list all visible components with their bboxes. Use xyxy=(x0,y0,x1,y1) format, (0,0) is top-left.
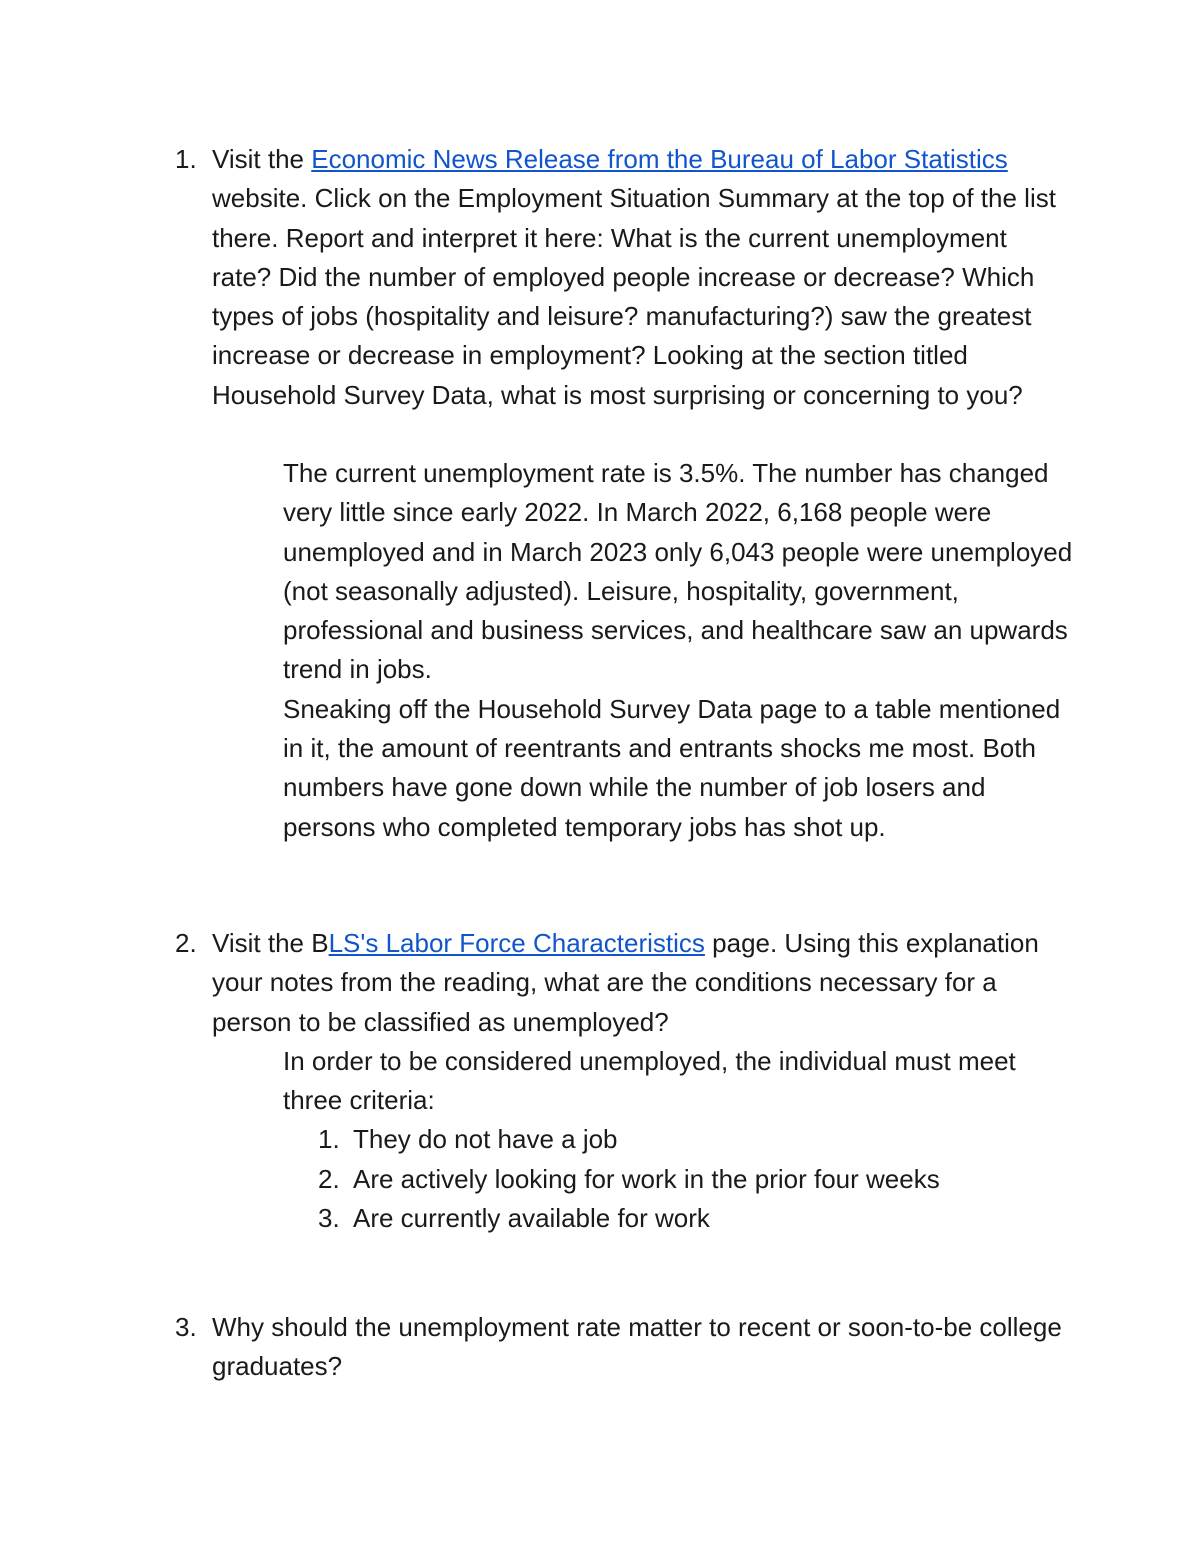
question-text: Why should the unemployment rate matter to recent or soon-to-be college graduates? xyxy=(212,1312,1062,1382)
labor-force-characteristics-link[interactable]: LS's Labor Force Characteristics xyxy=(328,928,705,958)
question-text: website. Click on the Employment Situation Summary at the top of the list there. Report and interpret it here: What is the current unemployment rate? Did the number of employed people increase or decrease? Which types of jobs (hospitality and leisure? manufacturing?) saw the greatest increase or decrease in employment? Looking at the section titled Household Survey Data, what is most surprising or concerning to you? xyxy=(212,183,1056,410)
criteria-number: 2. xyxy=(318,1164,340,1194)
question-number: 1. xyxy=(175,144,197,174)
criteria-item xyxy=(318,1120,1073,1159)
criteria-item xyxy=(318,1160,1073,1199)
criteria-number: 1. xyxy=(318,1124,340,1154)
criteria-item xyxy=(318,1199,1073,1238)
criteria-text: They do not have a job xyxy=(353,1124,618,1154)
answer-paragraph: The current unemployment rate is 3.5%. The number has changed very little since early 2022. In March 2022, 6,168 people were unemployed and in March 2023 only 6,043 people were unemployed (not seasonally adjusted). Leisure, hospitality, government, professional and business services, and healthcare saw an upwards trend in jobs. xyxy=(283,458,1073,685)
criteria-number: 3. xyxy=(318,1203,340,1233)
question-1 xyxy=(175,140,1072,415)
question-text: page. Using this explanation your notes from the reading, what are the conditions necessary for a person to be classified as unemployed? xyxy=(212,928,1039,1037)
answer-2 xyxy=(283,1042,1043,1121)
criteria-text: Are actively looking for work in the prior four weeks xyxy=(353,1164,940,1194)
question-2 xyxy=(175,924,1072,1042)
answer-paragraph: Sneaking off the Household Survey Data page to a table mentioned in it, the amount of reentrants and entrants shocks me most. Both numbers have gone down while the number of job losers and persons who completed temporary jobs has shot up. xyxy=(283,693,1061,842)
criteria-text: Are currently available for work xyxy=(353,1203,710,1233)
question-number: 3. xyxy=(175,1312,197,1342)
question-3 xyxy=(175,1308,1072,1387)
question-text: Visit the B xyxy=(212,928,329,958)
bls-news-release-link[interactable]: Economic News Release from the Bureau of Labor Statistics xyxy=(311,144,1008,174)
answer-intro: In order to be considered unemployed, the individual must meet three criteria: xyxy=(283,1046,1016,1116)
answer-1 xyxy=(283,454,1083,847)
question-text: Visit the xyxy=(212,144,312,174)
question-number: 2. xyxy=(175,928,197,958)
